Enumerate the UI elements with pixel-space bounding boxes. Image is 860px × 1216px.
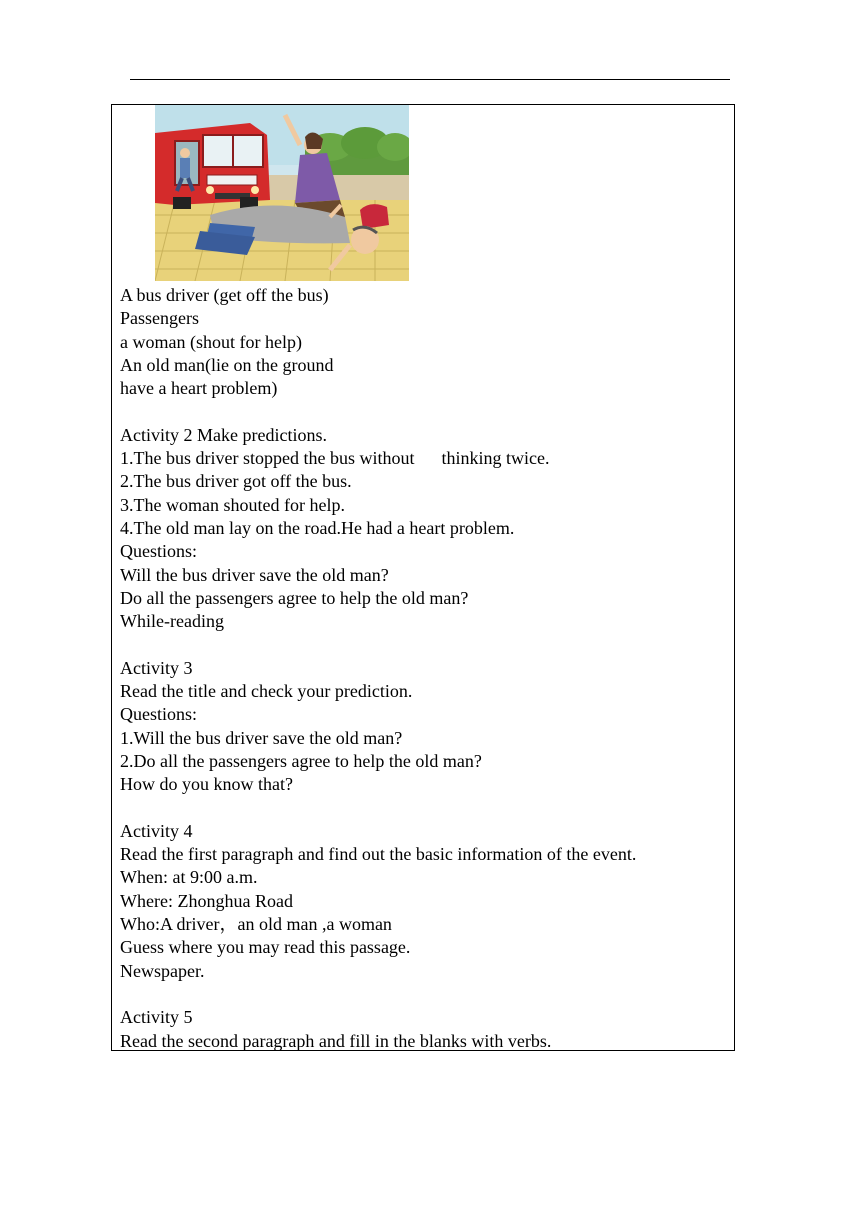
text-line: a woman (shout for help) <box>120 331 302 352</box>
blank-line <box>120 797 730 820</box>
blank-line <box>120 983 730 1006</box>
text-line: Do all the passengers agree to help the old man? <box>120 587 469 608</box>
text-line: 2.Do all the passengers agree to help the old man? <box>120 750 482 771</box>
bus-accident-illustration <box>155 105 409 281</box>
section-heading: Activity 3 <box>120 657 193 678</box>
text-line: Newspaper. <box>120 960 205 981</box>
text-line: 2.The bus driver got off the bus. <box>120 471 352 492</box>
text-line: 3.The woman shouted for help. <box>120 494 345 515</box>
text-line: When: at 9:00 a.m. <box>120 867 258 888</box>
text-line: Read the title and check your prediction. <box>120 681 413 702</box>
text-line: Who:A driver，an old man ,a woman <box>120 914 392 935</box>
text-line: Read the second paragraph and fill in the blanks with verbs. <box>120 1030 552 1051</box>
text-line: Read the first paragraph and find out the basic information of the event. <box>120 844 637 865</box>
text-line: Questions: <box>120 541 198 562</box>
text-line: Guess where you may read this passage. <box>120 937 411 958</box>
text-line: 1.The bus driver stopped the bus without thinking twice. <box>120 448 550 469</box>
text-block <box>120 284 730 1053</box>
text-line: An old man(lie on the ground <box>120 354 334 375</box>
section-heading: Activity 4 <box>120 820 193 841</box>
text-line: Where: Zhonghua Road <box>120 890 293 911</box>
section-heading: Activity 2 Make predictions. <box>120 424 327 445</box>
text-line: 4.The old man lay on the road.He had a heart problem. <box>120 517 515 538</box>
text-line: 1.Will the bus driver save the old man? <box>120 727 403 748</box>
text-line: While-reading <box>120 611 224 632</box>
text-line: Will the bus driver save the old man? <box>120 564 389 585</box>
blank-line <box>120 400 730 423</box>
content-box <box>111 104 735 1051</box>
text-line: How do you know that? <box>120 774 293 795</box>
text-line: A bus driver (get off the bus) <box>120 285 329 305</box>
text-line: Passengers <box>120 308 199 329</box>
text-line: Questions: <box>120 704 198 725</box>
text-line: have a heart problem) <box>120 378 278 399</box>
section-heading: Activity 5 <box>120 1007 193 1028</box>
blank-line <box>120 633 730 656</box>
header-rule <box>130 79 730 80</box>
